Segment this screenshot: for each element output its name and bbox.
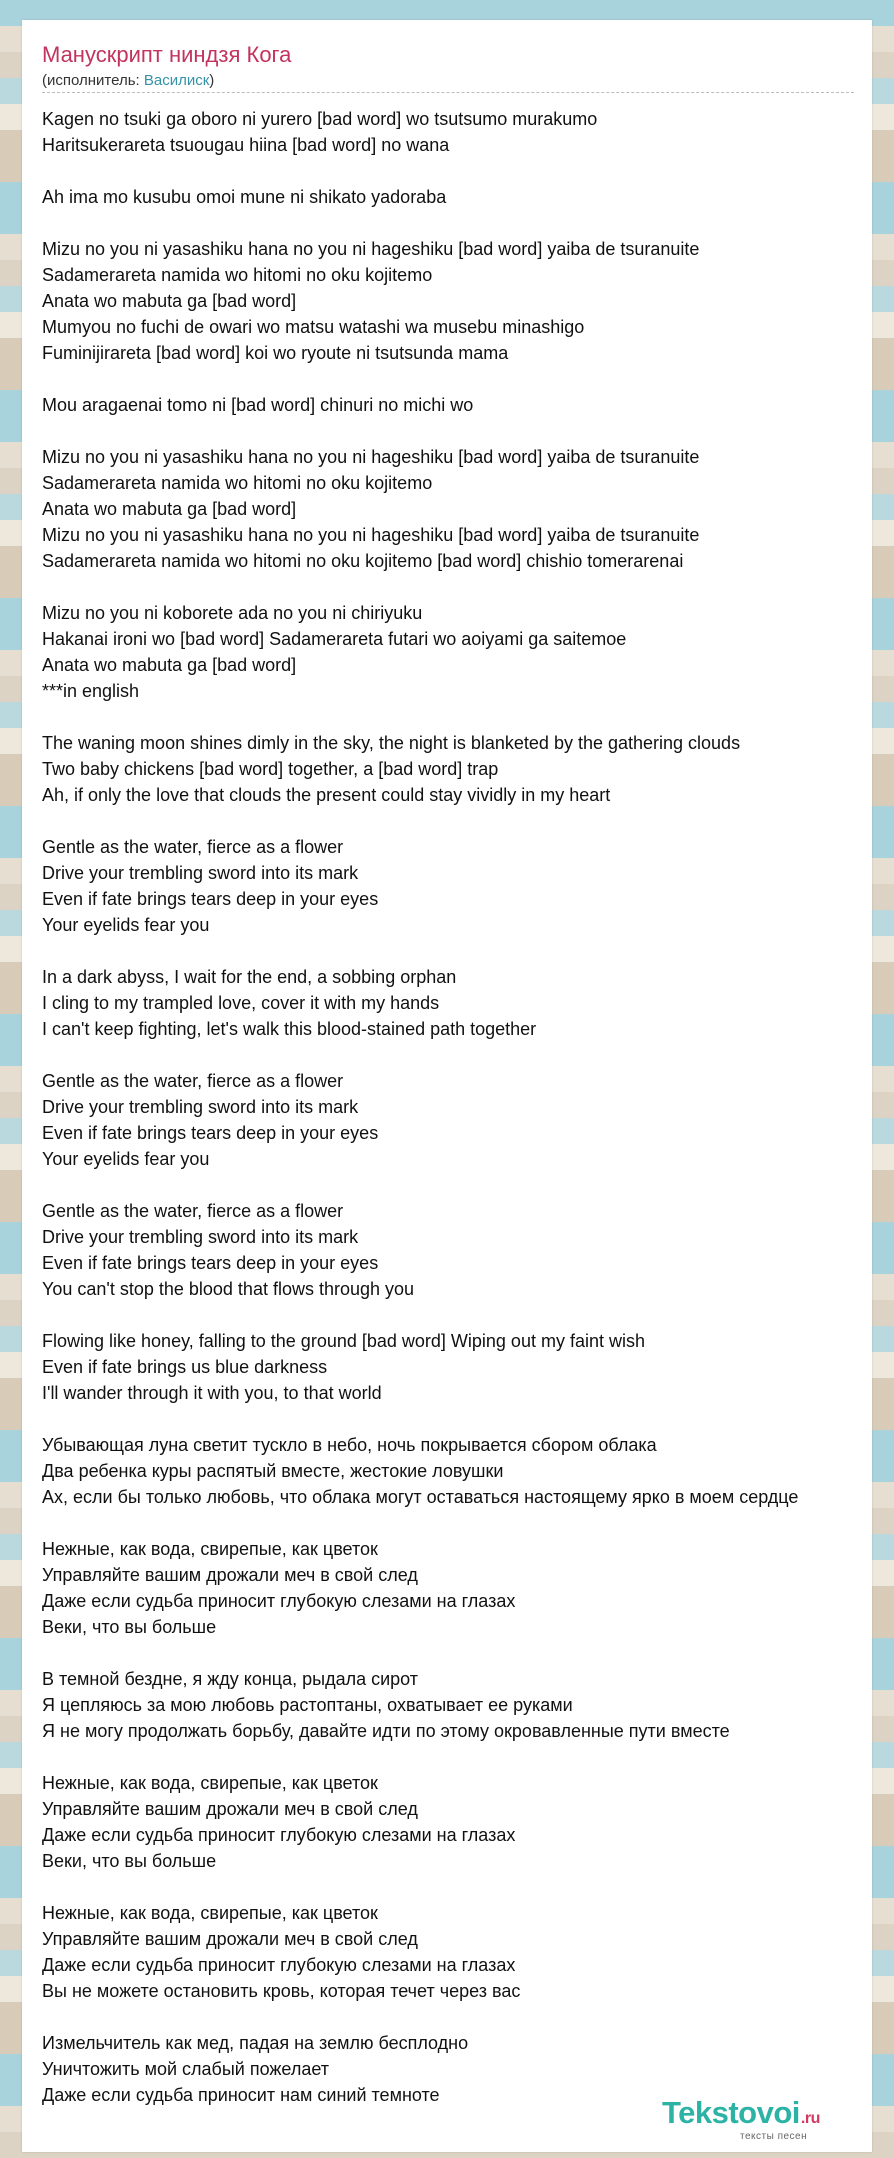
lyric-line <box>42 1172 894 1198</box>
performer-link[interactable]: Василиск <box>143 72 210 89</box>
lyric-line: Sadamerareta namida wo hitomi no oku kojitemo <box>42 473 433 493</box>
lyric-line: Даже если судьба приносит глубокую слезами на глазах <box>42 1955 516 1975</box>
lyric-line: Even if fate brings tears deep in your eyes <box>42 1123 379 1143</box>
lyric-line: You can't stop the blood that flows through you <box>42 1279 415 1299</box>
lyric-line: Управляйте вашим дрожали меч в свой след <box>42 1799 418 1819</box>
lyric-line <box>42 574 894 600</box>
lyric-line: Даже если судьба приносит нам синий темноте <box>42 2085 440 2105</box>
lyric-line: Gentle as the water, fierce as a flower <box>42 837 344 857</box>
lyric-line: Даже если судьба приносит глубокую слезами на глазах <box>42 1825 516 1845</box>
lyrics-card <box>22 20 872 2152</box>
lyric-line: Два ребенка куры распятый вместе, жестокие ловушки <box>42 1461 504 1481</box>
lyric-line <box>42 1640 894 1666</box>
lyric-line: Ах, если бы только любовь, что облака могут оставаться настоящему ярко в моем сердце <box>42 1487 799 1507</box>
lyric-line: Haritsukerareta tsuougau hiina [bad word] no wana <box>42 135 450 155</box>
lyric-line <box>42 938 894 964</box>
song-title: Манускрипт ниндзя Кога <box>42 42 292 67</box>
lyric-line: В темной бездне, я жду конца, рыдала сирот <box>42 1669 419 1689</box>
lyric-line <box>42 210 894 236</box>
lyric-line: Даже если судьба приносит глубокую слезами на глазах <box>42 1591 516 1611</box>
lyric-line <box>42 1302 894 1328</box>
lyric-line <box>42 1874 894 1900</box>
lyric-line: Even if fate brings tears deep in your eyes <box>42 1253 379 1273</box>
lyric-line: Mou aragaenai tomo ni [bad word] chinuri no michi wo <box>42 395 474 415</box>
lyric-line: Sadamerareta namida wo hitomi no oku kojitemo [bad word] chishio tomerarenai <box>42 551 684 571</box>
lyric-line: Gentle as the water, fierce as a flower <box>42 1071 344 1091</box>
lyric-line: Нежные, как вода, свирепые, как цветок <box>42 1773 378 1793</box>
lyric-line: Hakanai ironi wo [bad word] Sadamerareta futari wo aoiyami ga saitemoe <box>42 629 627 649</box>
lyric-line: Измельчитель как мед, падая на землю бесплодно <box>42 2033 469 2053</box>
lyric-line: I'll wander through it with you, to that world <box>42 1383 382 1403</box>
lyric-line: Я не могу продолжать борьбу, давайте идти по этому окровавленные пути вместе <box>42 1721 730 1741</box>
lyric-line: Уничтожить мой слабый пожелает <box>42 2059 330 2079</box>
performer-prefix: (исполнитель: <box>42 72 144 89</box>
logo-wordmark <box>662 2095 820 2131</box>
lyric-line: I cling to my trampled love, cover it with my hands <box>42 993 440 1013</box>
lyric-line <box>42 418 894 444</box>
lyric-line: Убывающая луна светит тускло в небо, ночь покрывается сбором облака <box>42 1435 657 1455</box>
lyric-line: Ah ima mo kusubu omoi mune ni shikato yadoraba <box>42 187 447 207</box>
lyric-line: Even if fate brings us blue darkness <box>42 1357 328 1377</box>
lyric-line: Управляйте вашим дрожали меч в свой след <box>42 1565 418 1585</box>
lyric-line: Drive your trembling sword into its mark <box>42 1227 359 1247</box>
lyric-line: Mumyou no fuchi de owari wo matsu watashi wa musebu minashigo <box>42 317 585 337</box>
lyric-line: Ah, if only the love that clouds the present could stay vividly in my heart <box>42 785 611 805</box>
lyric-line: Even if fate brings tears deep in your eyes <box>42 889 379 909</box>
lyric-line: ***in english <box>42 681 140 701</box>
performer-line <box>42 72 214 89</box>
lyric-line: In a dark abyss, I wait for the end, a sobbing orphan <box>42 967 457 987</box>
lyric-line <box>42 808 894 834</box>
lyric-line: Kagen no tsuki ga oboro ni yurero [bad word] wo tsutsumo murakumo <box>42 109 598 129</box>
lyric-line: Sadamerareta namida wo hitomi no oku kojitemo <box>42 265 433 285</box>
lyric-line: Anata wo mabuta ga [bad word] <box>42 291 297 311</box>
lyric-line: Нежные, как вода, свирепые, как цветок <box>42 1903 378 1923</box>
lyric-line: Mizu no you ni yasashiku hana no you ni hageshiku [bad word] yaiba de tsuranuite <box>42 447 700 467</box>
lyric-line: Mizu no you ni koborete ada no you ni chiriyuku <box>42 603 423 623</box>
site-logo[interactable] <box>662 2095 872 2143</box>
lyric-line: Two baby chickens [bad word] together, a [bad word] trap <box>42 759 499 779</box>
lyric-line: Your eyelids fear you <box>42 915 210 935</box>
logo-tagline: тексты песен <box>740 2131 808 2142</box>
divider <box>42 92 854 93</box>
lyric-line: Mizu no you ni yasashiku hana no you ni hageshiku [bad word] yaiba de tsuranuite <box>42 525 700 545</box>
lyric-line: Fuminijirareta [bad word] koi wo ryoute ni tsutsunda mama <box>42 343 509 363</box>
lyric-line <box>42 2004 894 2030</box>
lyric-line: Вы не можете остановить кровь, которая течет через вас <box>42 1981 521 2001</box>
logo-tld: .ru <box>800 2110 820 2127</box>
lyric-line: The waning moon shines dimly in the sky, the night is blanketed by the gathering clouds <box>42 733 741 753</box>
lyric-line <box>42 1510 894 1536</box>
lyric-line: Anata wo mabuta ga [bad word] <box>42 655 297 675</box>
lyric-line: Я цепляюсь за мою любовь растоптаны, охватывает ее руками <box>42 1695 573 1715</box>
lyric-line <box>42 366 894 392</box>
lyric-line: Your eyelids fear you <box>42 1149 210 1169</box>
lyric-line: Веки, что вы больше <box>42 1617 217 1637</box>
lyric-line: Flowing like honey, falling to the ground [bad word] Wiping out my faint wish <box>42 1331 645 1351</box>
lyric-line: Веки, что вы больше <box>42 1851 217 1871</box>
lyric-line: Drive your trembling sword into its mark <box>42 863 359 883</box>
lyric-line <box>42 704 894 730</box>
lyric-line: Нежные, как вода, свирепые, как цветок <box>42 1539 378 1559</box>
lyric-line <box>42 158 894 184</box>
lyric-line: I can't keep fighting, let's walk this blood-stained path together <box>42 1019 537 1039</box>
performer-suffix: ) <box>209 72 215 89</box>
lyrics-text <box>42 106 894 2108</box>
lyric-line <box>42 1744 894 1770</box>
lyric-line: Gentle as the water, fierce as a flower <box>42 1201 344 1221</box>
lyric-line: Anata wo mabuta ga [bad word] <box>42 499 297 519</box>
lyric-line: Drive your trembling sword into its mark <box>42 1097 359 1117</box>
lyric-line: Управляйте вашим дрожали меч в свой след <box>42 1929 418 1949</box>
lyric-line: Mizu no you ni yasashiku hana no you ni hageshiku [bad word] yaiba de tsuranuite <box>42 239 700 259</box>
lyric-line <box>42 1406 894 1432</box>
logo-name: Tekstovoi <box>662 2095 800 2130</box>
lyric-line <box>42 1042 894 1068</box>
